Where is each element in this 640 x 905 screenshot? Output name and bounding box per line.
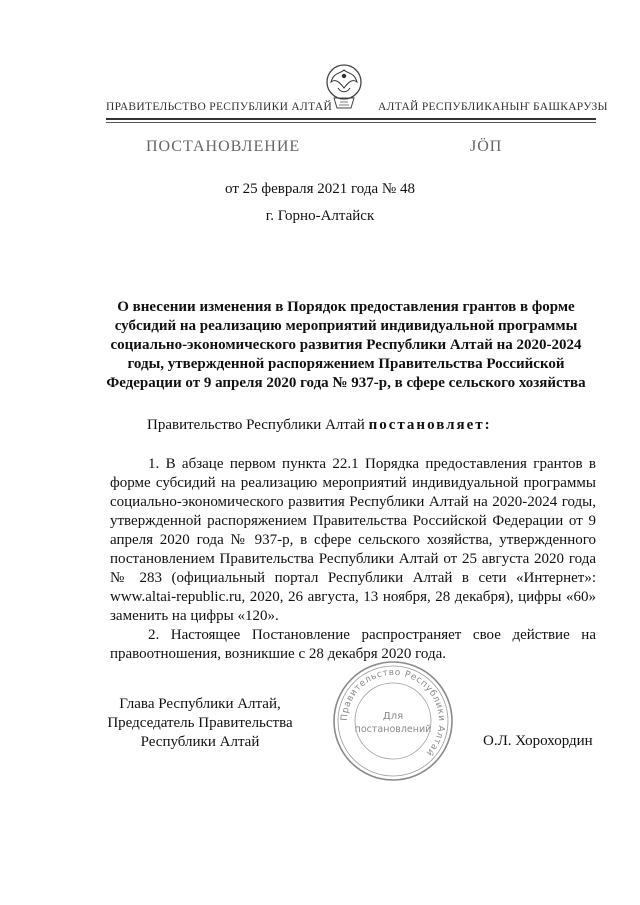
doc-kind-altai: JӦП xyxy=(470,138,503,155)
org-name-altai: АЛТАЙ РЕСПУБЛИКАНЫҤ БАШКАРУЗЫ xyxy=(378,101,608,113)
doc-kind-russian: ПОСТАНОВЛЕНИЕ xyxy=(146,138,301,155)
header-rule xyxy=(106,118,596,120)
header-rule-thin xyxy=(106,122,596,123)
paragraph-2: 2. Настоящее Постановление распространяет свое действие на правоотношения, возникшие с 28 декабря 2020 года. xyxy=(110,627,596,662)
org-name-russian: ПРАВИТЕЛЬСТВО РЕСПУБЛИКИ АЛТАЙ xyxy=(106,101,333,113)
stamp-center-line-1: Для xyxy=(382,711,404,722)
signer-title-line-3: Республики Алтай xyxy=(140,734,260,750)
doc-body xyxy=(110,455,596,664)
doc-date-number: от 25 февраля 2021 года № 48 xyxy=(225,181,415,197)
stamp-center-line-2: постановлений xyxy=(354,724,432,735)
doc-title: О внесении изменения в Порядок предоставления грантов в форме субсидий на реализацию мероприятий индивидуальной программы социально-экономического развития Республики Алтай на 2020-2024 годы, утвержденной распоряжением Правительства Российской Федерации от 9 апреля 2020 года № 937-р, в сфере сельского хозяйства xyxy=(106,299,586,391)
paragraph-1: 1. В абзаце первом пункта 22.1 Порядка предоставления грантов в форме субсидий на реализацию мероприятий индивидуальной программы социально-экономического развития Республики Алтай на 2020-2024 годы, утвержденной распоряжением Правительства Российской Федерации от 9 апреля 2020 года № 937-р, в сфере сельского хозяйства, утвержденного постановлением Правительства Республики Алтай от 25 августа 2020 года № 283 (официальный портал Республики Алтай в сети «Интернет»: www.altai-republic.ru, 2020, 26 августа, 13 ноября, 28 декабря), цифры «60» заменить на цифры «120». xyxy=(110,456,596,624)
signer-title-line-1: Глава Республики Алтай, xyxy=(119,696,281,712)
signer-title xyxy=(100,695,300,752)
preamble-subject: Правительство Республики Алтай xyxy=(147,417,365,433)
preamble-verb: постановляет: xyxy=(368,417,492,433)
preamble xyxy=(147,417,492,434)
signer-title-line-2: Председатель Правительства xyxy=(107,715,293,731)
doc-city: г. Горно-Алтайск xyxy=(265,208,375,224)
official-stamp xyxy=(331,659,455,783)
signer-name: О.Л. Хорохордин xyxy=(483,733,593,749)
stamp-ring-text: Правительство Республики Алтай xyxy=(339,667,447,758)
